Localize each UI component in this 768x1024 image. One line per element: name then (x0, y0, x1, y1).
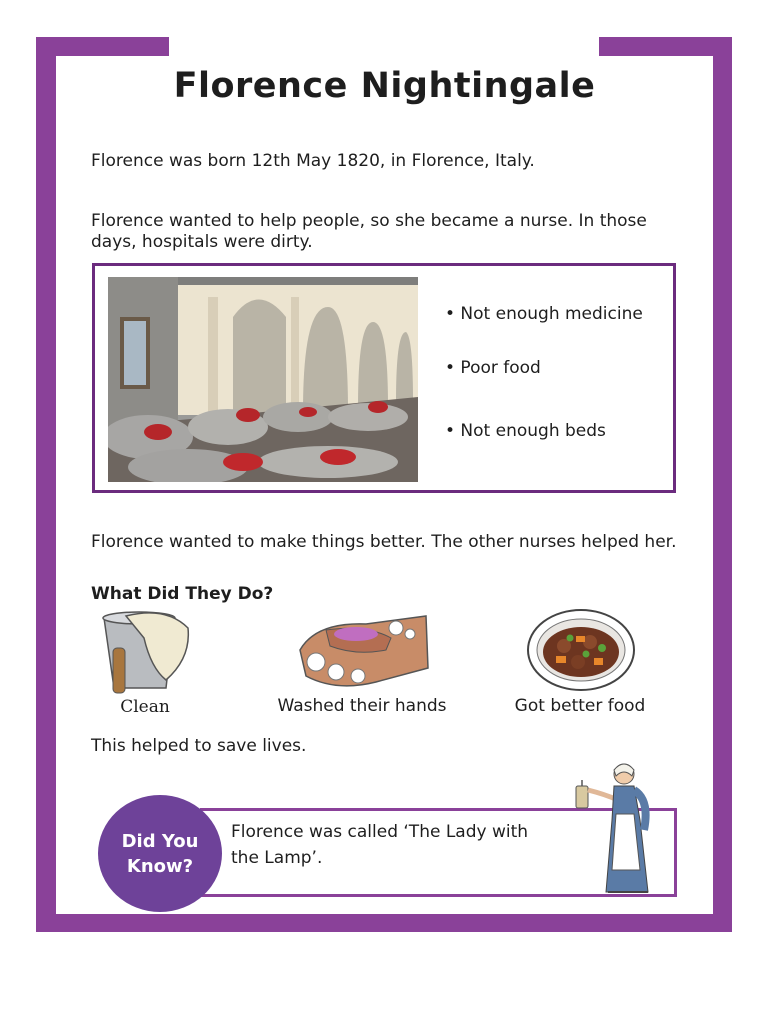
caption-washed-hands: Washed their hands (277, 696, 447, 716)
caption-better-food: Got better food (514, 696, 646, 716)
washing-hands-icon (296, 610, 432, 692)
lady-with-lamp-illustration (574, 760, 666, 898)
actions-heading: What Did They Do? (91, 584, 274, 604)
nurse-paragraph: Florence wanted to help people, so she became a nurse. In those days, hospitals were dirty. (91, 211, 647, 252)
problem-medicine: • Not enough medicine (445, 304, 643, 324)
did-you-know-line1: Did You (121, 830, 199, 852)
frame-right (713, 37, 732, 932)
frame-bottom (36, 914, 732, 932)
frame-left (36, 37, 56, 932)
born-paragraph: Florence was born 12th May 1820, in Florence, Italy. (91, 151, 535, 171)
did-you-know-line2: Know? (126, 855, 194, 877)
saved-lives-paragraph: This helped to save lives. (91, 736, 307, 756)
bucket-icon (96, 608, 196, 696)
page-title: Florence Nightingale (173, 66, 596, 106)
did-you-know-text: Florence was called ‘The Lady with the Lamp’. (231, 822, 529, 868)
problem-beds: • Not enough beds (445, 421, 606, 441)
food-bowl-icon (526, 608, 636, 692)
caption-clean: Clean (120, 697, 170, 717)
hospital-ward-illustration (108, 277, 418, 482)
did-you-know-badge (98, 795, 222, 912)
better-paragraph: Florence wanted to make things better. The other nurses helped her. (91, 532, 677, 552)
problem-food: • Poor food (445, 358, 541, 378)
